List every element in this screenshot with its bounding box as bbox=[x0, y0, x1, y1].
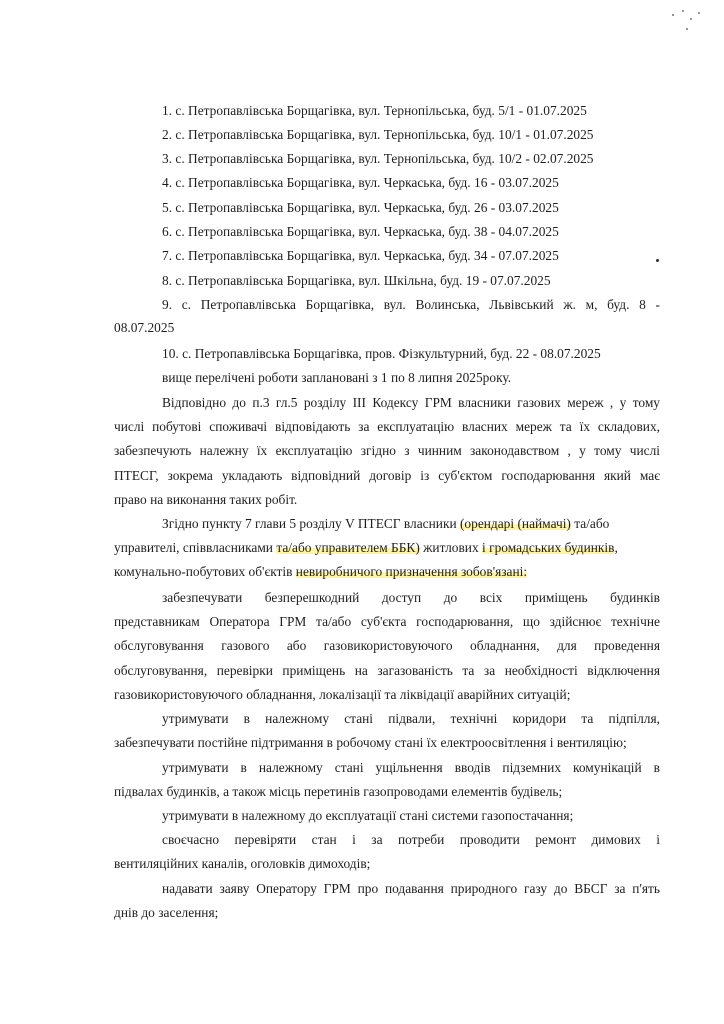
schedule-item-9-date: 08.07.2025 bbox=[114, 320, 175, 335]
schedule-item: 2. с. Петропавлівська Борщагівка, вул. Тернопільська, буд. 10/1 - 01.07.2025 bbox=[162, 127, 594, 142]
planned-note: вище перелічені роботи заплановані з 1 по 8 липня 2025року. bbox=[162, 370, 512, 385]
paragraph-2-line-3: комунально-побутових об'єктів невиробничого призначення зобов'язані: bbox=[114, 564, 528, 579]
paragraph-line: числі побутові споживачі відповідають за експлуатацію власних мереж та їх складових, bbox=[114, 419, 660, 434]
paragraph-line: ПТЕСГ, зокрема укладають відповідний договір із суб'єктом господарювання який має bbox=[114, 468, 660, 483]
duty-line: утримувати в належному стані ущільнення вводів підземних комунікацій в bbox=[162, 760, 660, 775]
duty-line: вентиляційних каналів, оголовків димоходів; bbox=[114, 856, 371, 871]
duty-line: днів до заселення; bbox=[114, 905, 219, 920]
paragraph-line: право на виконання таких робіт. bbox=[114, 492, 298, 507]
duty-line: підвалах будинків, а також місць перетинів газопроводами елементів будівель; bbox=[114, 784, 563, 799]
duty-line: обслуговування, перевірки приміщень на загазованість та за необхідності відключення bbox=[114, 663, 660, 678]
schedule-item-9: 9. с. Петропавлівська Борщагівка, вул. Волинська, Львівський ж. м, буд. 8 - bbox=[162, 297, 660, 312]
schedule-item: 3. с. Петропавлівська Борщагівка, вул. Тернопільська, буд. 10/2 - 02.07.2025 bbox=[162, 151, 594, 166]
schedule-item: 8. с. Петропавлівська Борщагівка, вул. Шкільна, буд. 19 - 07.07.2025 bbox=[162, 273, 551, 288]
paragraph-2-line-1: Згідно пункту 7 глави 5 розділу V ПТЕСГ власники (орендарі (наймачі) та/або bbox=[162, 516, 610, 531]
duty-line: забезпечувати постійне підтримання в робочому стані їх електроосвітлення і вентиляцію; bbox=[114, 735, 627, 750]
highlighted-text: і громадських будинків bbox=[482, 540, 615, 555]
highlighted-text: та/або управителем ББК) bbox=[276, 540, 420, 555]
schedule-item: 7. с. Петропавлівська Борщагівка, вул. Черкаська, буд. 34 - 07.07.2025 bbox=[162, 248, 559, 263]
paragraph-line: забезпечують належну їх експлуатацію згідно з чинним законодавством , у тому числі bbox=[114, 443, 660, 458]
schedule-item: 1. с. Петропавлівська Борщагівка, вул. Тернопільська, буд. 5/1 - 01.07.2025 bbox=[162, 103, 587, 118]
duty-line: утримувати в належному до експлуатації стані системи газопостачання; bbox=[162, 808, 574, 823]
paragraph-line: Відповідно до п.3 гл.5 розділу ІІІ Кодексу ГРМ власники газових мереж , у тому bbox=[162, 395, 660, 410]
duty-line: надавати заяву Оператору ГРМ про подавання природного газу до ВБСГ за п'ять bbox=[162, 881, 660, 896]
duty-line: обслуговування газового або газовикористовуючого обладнання, для проведення bbox=[114, 638, 660, 653]
duty-line: утримувати в належному стані підвали, технічні коридори та підпілля, bbox=[162, 711, 660, 726]
scan-specks bbox=[668, 8, 708, 38]
schedule-item-10: 10. с. Петропавлівська Борщагівка, пров. Фізкультурний, буд. 22 - 08.07.2025 bbox=[162, 346, 601, 361]
duty-line: забезпечувати безперешкодний доступ до всіх приміщень будинків bbox=[162, 590, 660, 605]
paragraph-2-line-2: управителі, співвласниками та/або управителем ББК) житлових і громадських будинків, bbox=[114, 540, 618, 555]
highlighted-text: (орендарі (наймачі) bbox=[459, 516, 571, 531]
highlighted-text: невиробничого призначення зобов'язані: bbox=[295, 564, 528, 579]
schedule-item: 5. с. Петропавлівська Борщагівка, вул. Черкаська, буд. 26 - 03.07.2025 bbox=[162, 200, 559, 215]
schedule-item: 4. с. Петропавлівська Борщагівка, вул. Черкаська, буд. 16 - 03.07.2025 bbox=[162, 175, 559, 190]
duty-line: представникам Оператора ГРМ та/або суб'єкта господарювання, що здійснює технічне bbox=[114, 614, 660, 629]
schedule-item: 6. с. Петропавлівська Борщагівка, вул. Черкаська, буд. 38 - 04.07.2025 bbox=[162, 224, 559, 239]
duty-line: своєчасно перевіряти стан і за потреби проводити ремонт димових і bbox=[162, 832, 660, 847]
duty-line: газовикористовуючого обладнання, локалізації та ліквідації аварійних ситуацій; bbox=[114, 687, 571, 702]
